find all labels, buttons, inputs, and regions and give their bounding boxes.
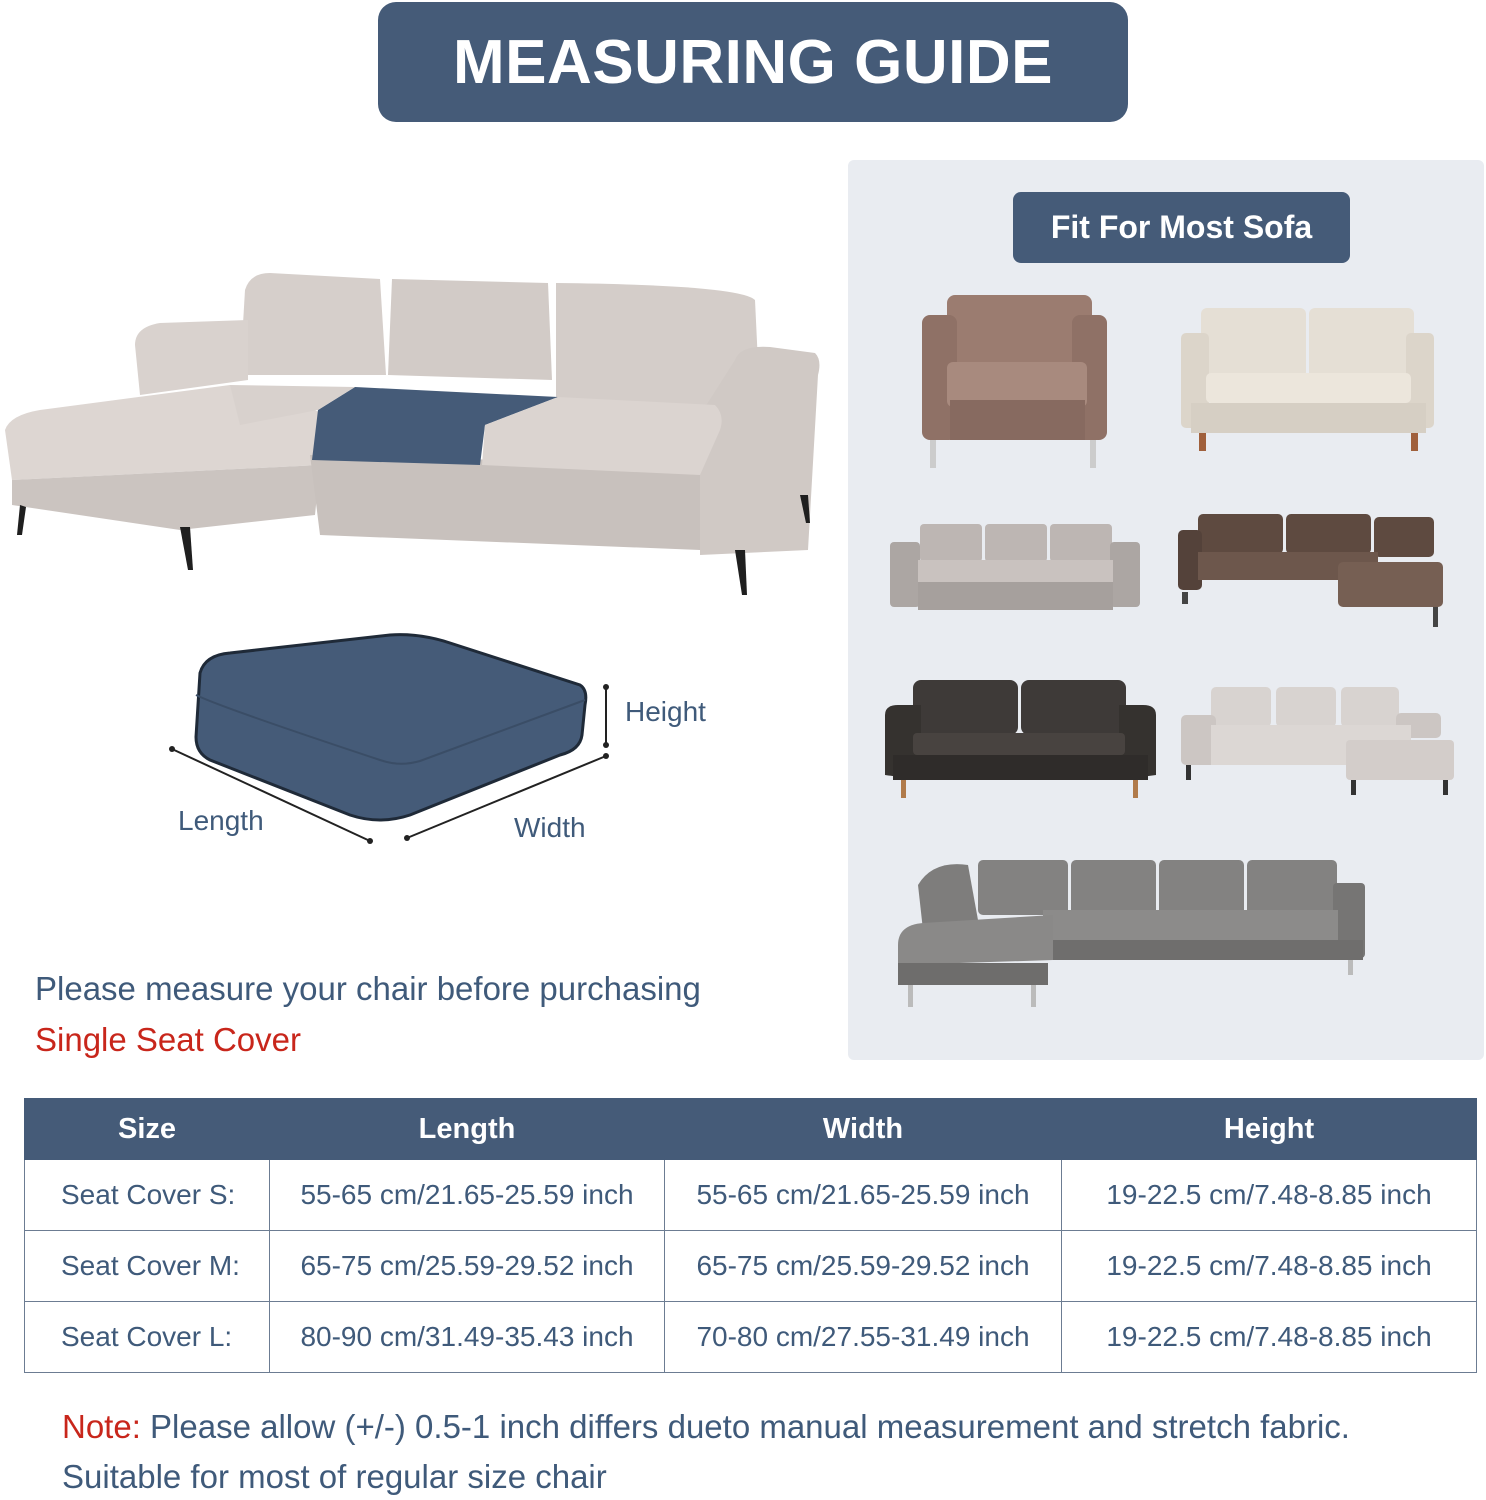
light-sectional-image	[1181, 685, 1456, 800]
main-sofa-illustration	[0, 265, 830, 605]
header-length: Length	[270, 1099, 665, 1160]
size-cell: Seat Cover L:	[25, 1302, 270, 1373]
header-height: Height	[1062, 1099, 1477, 1160]
fit-badge	[1013, 192, 1350, 263]
size-table	[24, 1098, 1477, 1373]
armchair-image	[922, 290, 1112, 470]
note-prefix: Note:	[62, 1408, 141, 1445]
page-title: MEASURING GUIDE	[453, 27, 1053, 97]
size-cell: Seat Cover S:	[25, 1160, 270, 1231]
table-header-row	[25, 1099, 1477, 1160]
length-cell: 55-65 cm/21.65-25.59 inch	[270, 1160, 665, 1231]
dark-sofa-image	[883, 675, 1158, 800]
width-cell: 65-75 cm/25.59-29.52 inch	[665, 1231, 1062, 1302]
length-cell: 80-90 cm/31.49-35.43 inch	[270, 1302, 665, 1373]
height-label: Height	[625, 696, 706, 727]
table-row	[25, 1160, 1477, 1231]
width-cell: 55-65 cm/21.65-25.59 inch	[665, 1160, 1062, 1231]
width-cell: 70-80 cm/27.55-31.49 inch	[665, 1302, 1062, 1373]
fit-badge-label: Fit For Most Sofa	[1050, 209, 1313, 245]
length-label: Length	[178, 805, 264, 836]
height-cell: 19-22.5 cm/7.48-8.85 inch	[1062, 1302, 1477, 1373]
height-cell: 19-22.5 cm/7.48-8.85 inch	[1062, 1231, 1477, 1302]
measure-message: Please measure your chair before purchasing	[35, 970, 701, 1007]
note-line-2: Suitable for most of regular size chair	[62, 1458, 607, 1495]
three-seat-sofa-image	[890, 522, 1140, 614]
width-label: Width	[514, 812, 586, 843]
large-sectional-image	[893, 855, 1373, 1015]
compatible-sofas-panel	[848, 160, 1484, 1060]
header-size: Size	[25, 1099, 270, 1160]
note-line	[62, 1408, 1350, 1446]
header-width: Width	[665, 1099, 1062, 1160]
table-row	[25, 1302, 1477, 1373]
size-cell: Seat Cover M:	[25, 1231, 270, 1302]
height-cell: 19-22.5 cm/7.48-8.85 inch	[1062, 1160, 1477, 1231]
note-text: Please allow (+/-) 0.5-1 inch differs dueto manual measurement and stretch fabric.	[140, 1408, 1350, 1445]
loveseat-image	[1181, 303, 1436, 453]
length-cell: 65-75 cm/25.59-29.52 inch	[270, 1231, 665, 1302]
table-row	[25, 1231, 1477, 1302]
page-title-banner	[378, 2, 1128, 122]
brown-sectional-image	[1178, 512, 1448, 632]
single-seat-cover-label: Single Seat Cover	[35, 1021, 301, 1058]
